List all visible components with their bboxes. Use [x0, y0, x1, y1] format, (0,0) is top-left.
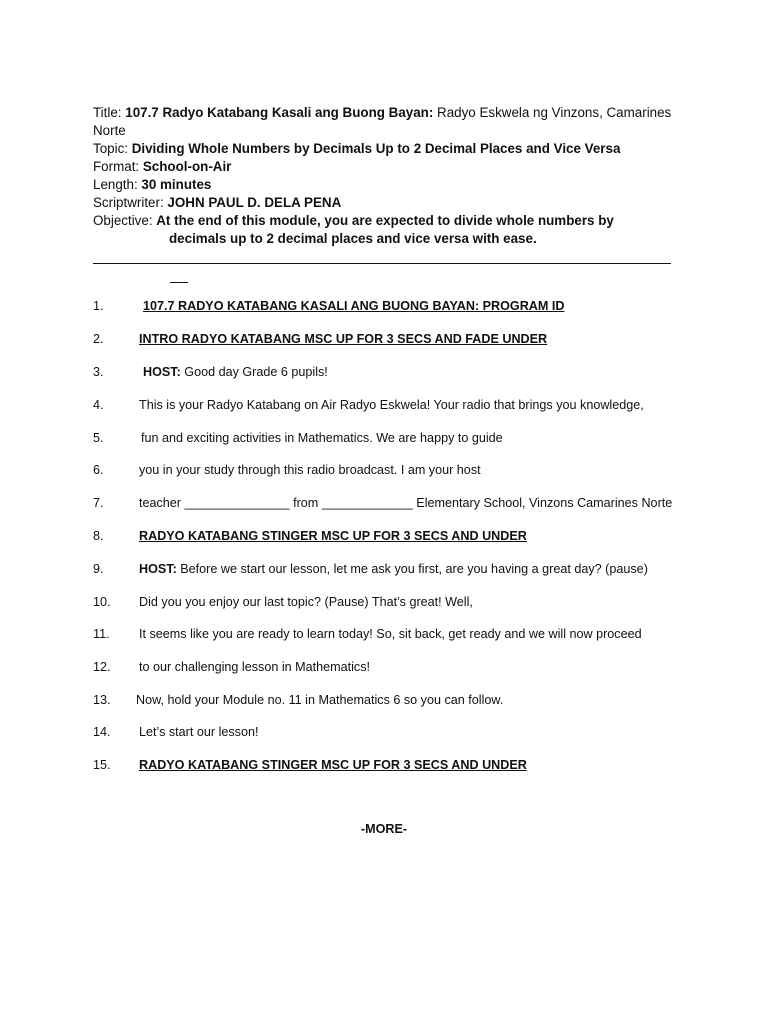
line-number: 7.	[93, 496, 104, 510]
line-text: Good day Grade 6 pupils!	[180, 365, 328, 379]
separator-rule	[93, 263, 671, 264]
line-number: 8.	[93, 529, 104, 543]
title-row	[93, 104, 678, 140]
line-number: 2.	[93, 332, 104, 346]
title-bold: 107.7 Radyo Katabang Kasali ang Buong Bayan:	[125, 105, 434, 120]
topic-label: Topic:	[93, 141, 132, 156]
line-bold-text: HOST:	[143, 365, 181, 379]
topic-value: Dividing Whole Numbers by Decimals Up to 2 Decimal Places and Vice Versa	[131, 141, 621, 156]
objective-row-continued	[93, 230, 678, 248]
scriptwriter-value: JOHN PAUL D. DELA PENA	[167, 195, 342, 210]
line-content	[139, 331, 547, 347]
length-label: Length:	[93, 177, 142, 192]
script-header	[93, 104, 678, 248]
line-number: 9.	[93, 562, 104, 576]
line-content	[139, 659, 370, 675]
line-content	[139, 561, 648, 577]
format-row	[93, 158, 678, 176]
line-content	[139, 462, 481, 478]
line-content	[139, 626, 642, 642]
format-value: School-on-Air	[142, 159, 232, 174]
line-bold-text: INTRO RADYO KATABANG MSC UP FOR 3 SECS AND FADE UNDER	[139, 332, 548, 346]
line-number: 13.	[93, 693, 111, 707]
line-bold-text: HOST:	[139, 562, 177, 576]
objective-label: Objective:	[93, 213, 157, 228]
objective-line-2: decimals up to 2 decimal places and vice versa with ease.	[169, 231, 537, 246]
line-text: Did you you enjoy our last topic? (Pause) That’s great! Well,	[139, 595, 473, 609]
scriptwriter-row	[93, 194, 678, 212]
line-content	[139, 594, 473, 610]
length-row	[93, 176, 678, 194]
line-bold-text: RADYO KATABANG STINGER MSC UP FOR 3 SECS AND UNDER	[139, 758, 527, 772]
line-number: 5.	[93, 431, 104, 445]
line-text: It seems like you are ready to learn today! So, sit back, get ready and we will now proceed	[139, 627, 642, 641]
line-content	[143, 298, 564, 314]
line-text: to our challenging lesson in Mathematics!	[139, 660, 371, 674]
line-text: teacher _______________ from _____________ Elementary School, Vinzons Camarines Norte	[139, 496, 673, 510]
line-text: fun and exciting activities in Mathematics. We are happy to guide	[141, 431, 503, 445]
format-label: Format:	[93, 159, 143, 174]
line-content	[143, 364, 328, 380]
line-number: 4.	[93, 398, 104, 412]
line-bold-text: 107.7 RADYO KATABANG KASALI ANG BUONG BAYAN: PROGRAM ID	[143, 299, 565, 313]
topic-row	[93, 140, 678, 158]
line-number: 15.	[93, 758, 111, 772]
line-number: 6.	[93, 463, 104, 477]
line-number: 3.	[93, 365, 104, 379]
title-label: Title:	[93, 105, 126, 120]
line-content	[139, 495, 672, 511]
line-text: Now, hold your Module no. 11 in Mathematics 6 so you can follow.	[136, 693, 504, 707]
line-number: 14.	[93, 725, 111, 739]
line-text: Before we start our lesson, let me ask you first, are you having a great day? (pause)	[176, 562, 648, 576]
line-text: you in your study through this radio broadcast. I am your host	[139, 463, 481, 477]
line-bold-text: RADYO KATABANG STINGER MSC UP FOR 3 SECS AND UNDER	[139, 529, 527, 543]
objective-row	[93, 212, 678, 230]
line-number: 1.	[93, 299, 104, 313]
line-content	[139, 757, 527, 773]
more-marker: -MORE-	[360, 822, 408, 836]
line-content	[139, 397, 644, 413]
line-text: This is your Radyo Katabang on Air Radyo Eskwela! Your radio that brings you knowledge,	[139, 398, 644, 412]
line-text: Let’s start our lesson!	[139, 725, 259, 739]
line-content	[141, 430, 503, 446]
line-content	[139, 528, 527, 544]
separator-rule-tail	[170, 282, 188, 283]
line-number: 10.	[93, 595, 111, 609]
line-content	[136, 692, 503, 708]
line-content	[139, 724, 258, 740]
objective-line-1: At the end of this module, you are expected to divide whole numbers by	[156, 213, 614, 228]
line-number: 12.	[93, 660, 111, 674]
line-number: 11.	[93, 627, 110, 641]
scriptwriter-label: Scriptwriter:	[93, 195, 168, 210]
title-rest: Radyo Eskwela ng Vinzons, Camarines Norte	[93, 105, 672, 138]
length-value: 30 minutes	[141, 177, 212, 192]
